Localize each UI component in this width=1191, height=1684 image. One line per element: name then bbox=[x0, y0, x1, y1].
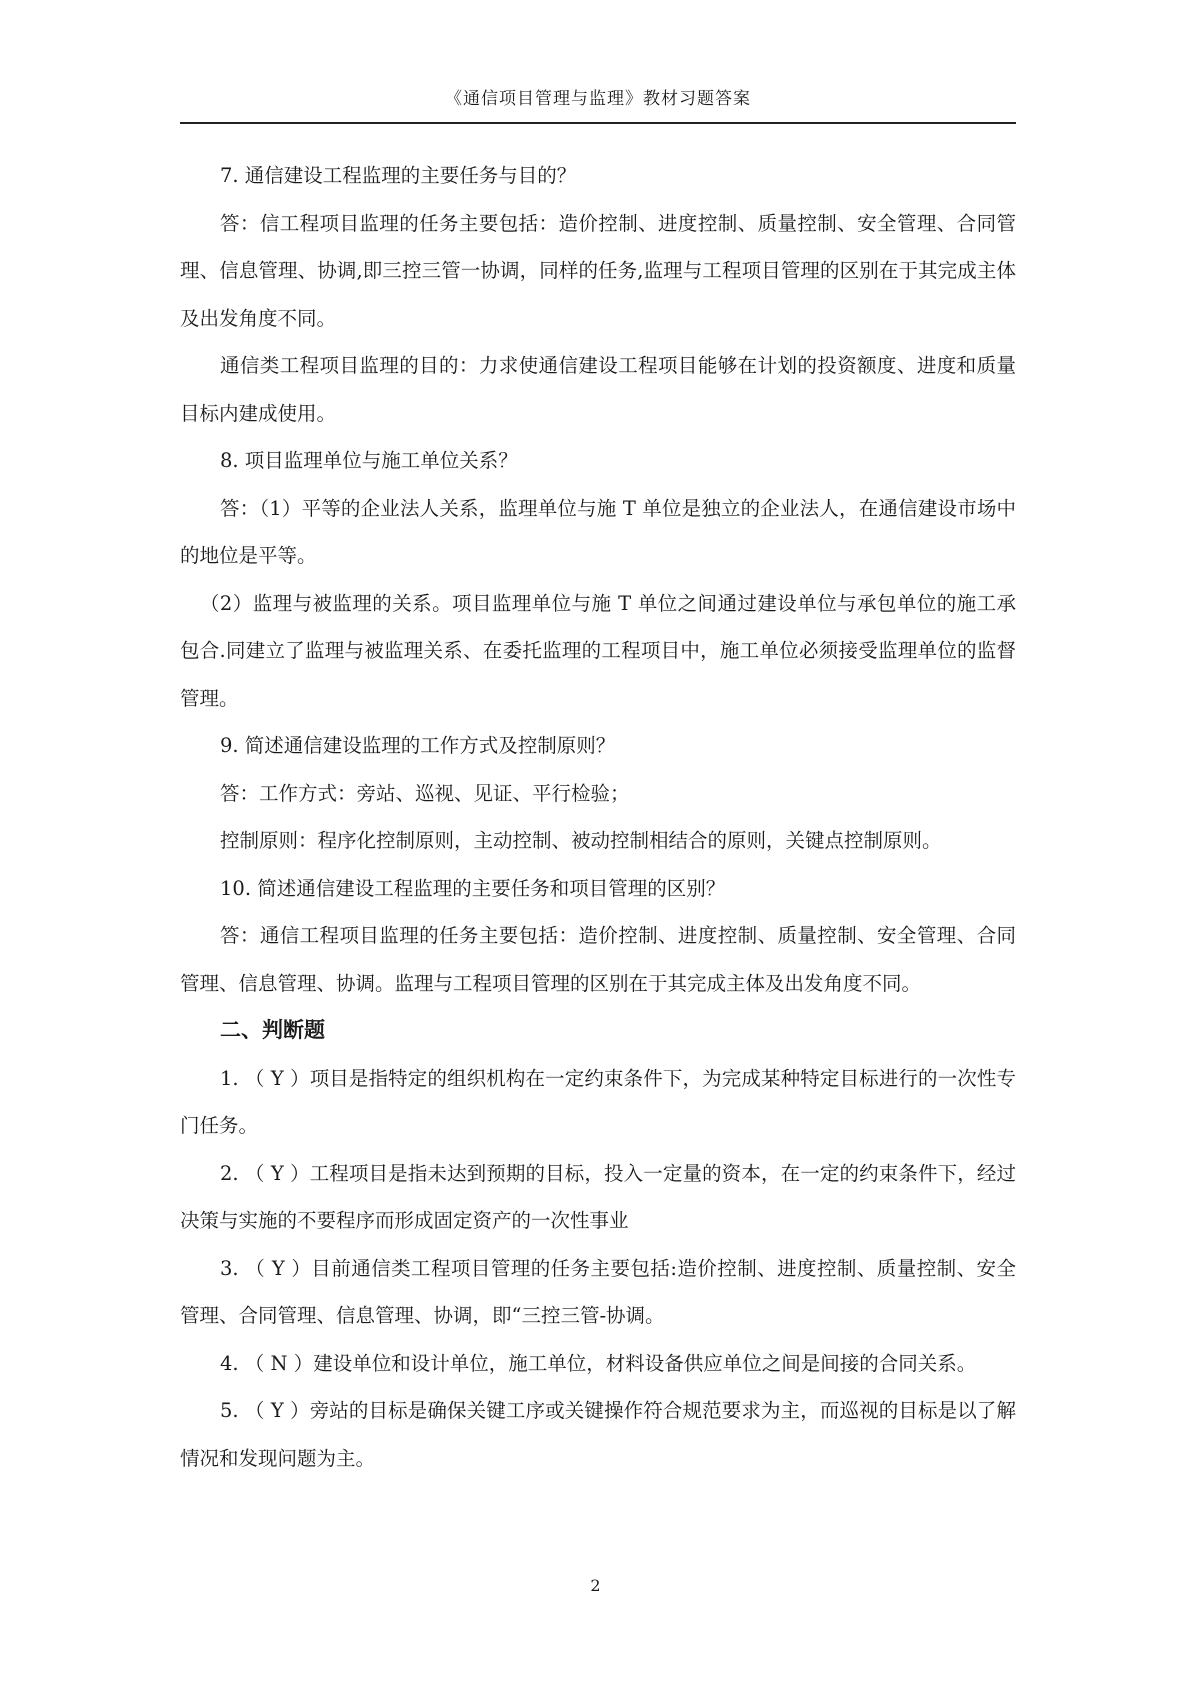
answer-7-paragraph-1: 答：信工程项目监理的任务主要包括：造价控制、进度控制、质量控制、安全管理、合同管理、信息管理、协调,即三控三管一协调，同样的任务,监理与工程项目管理的区别在于其完成主体及出发角度不同。 bbox=[180, 211, 1016, 330]
true-false-item-1: 1. （ Y ）项目是指特定的组织机构在一定约束条件下，为完成某种特定目标进行的一次性专门任务。 bbox=[180, 1066, 1016, 1137]
page-header: 《通信项目管理与监理》教材习题答案 bbox=[445, 89, 751, 109]
answer-9-work-methods: 答：工作方式：旁站、巡视、见证、平行检验； bbox=[220, 781, 630, 805]
true-false-item-5: 5. （ Y ）旁站的目标是确保关键工序或关键操作符合规范要求为主，而巡视的目标是以了解情况和发现问题为主。 bbox=[180, 1399, 1016, 1470]
true-false-item-2: 2. （ Y ）工程项目是指未达到预期的目标，投入一定量的资本，在一定的约束条件下，经过决策与实施的不要程序而形成固定资产的一次性事业 bbox=[180, 1161, 1016, 1232]
question-9: 9. 简述通信建设监理的工作方式及控制原则？ bbox=[220, 734, 616, 757]
section-heading-true-false: 二、判断题 bbox=[220, 1018, 325, 1042]
question-7: 7. 通信建设工程监理的主要任务与目的？ bbox=[220, 164, 577, 187]
true-false-item-3: 3. （ Y ）目前通信类工程项目管理的任务主要包括:造价控制、进度控制、质量控制、安全管理、合同管理、信息管理、协调，即“三控三管-协调。 bbox=[180, 1256, 1016, 1327]
answer-8-paragraph-2: （2）监理与被监理的关系。项目监理单位与施 T 单位之间通过建设单位与承包单位的施工承包合.同建立了监理与被监理关系、在委托监理的工程项目中，施工单位必须接受监理单位的监督管理。 bbox=[180, 591, 1016, 710]
true-false-item-4: 4. （ N ）建设单位和设计单位，施工单位，材料设备供应单位之间是间接的合同关系。 bbox=[220, 1351, 977, 1375]
question-10: 10. 简述通信建设工程监理的主要任务和项目管理的区别？ bbox=[220, 876, 726, 900]
answer-10: 答：通信工程项目监理的任务主要包括：造价控制、进度控制、质量控制、安全管理、合同管理、信息管理、协调。监理与工程项目管理的区别在于其完成主体及出发角度不同。 bbox=[180, 924, 1016, 995]
page-number: 2 bbox=[590, 1576, 601, 1595]
question-8: 8. 项目监理单位与施工单位关系？ bbox=[220, 449, 518, 472]
header-divider bbox=[180, 122, 1016, 124]
answer-9-control-principles: 控制原则：程序化控制原则，主动控制、被动控制相结合的原则，关键点控制原则。 bbox=[220, 829, 942, 852]
document-body bbox=[180, 152, 1016, 1482]
answer-7-paragraph-2: 通信类工程项目监理的目的：力求使通信建设工程项目能够在计划的投资额度、进度和质量目标内建成使用。 bbox=[180, 354, 1016, 425]
answer-8-paragraph-1: 答：（1）平等的企业法人关系，监理单位与施 T 单位是独立的企业法人，在通信建设市场中的地位是平等。 bbox=[180, 496, 1016, 567]
